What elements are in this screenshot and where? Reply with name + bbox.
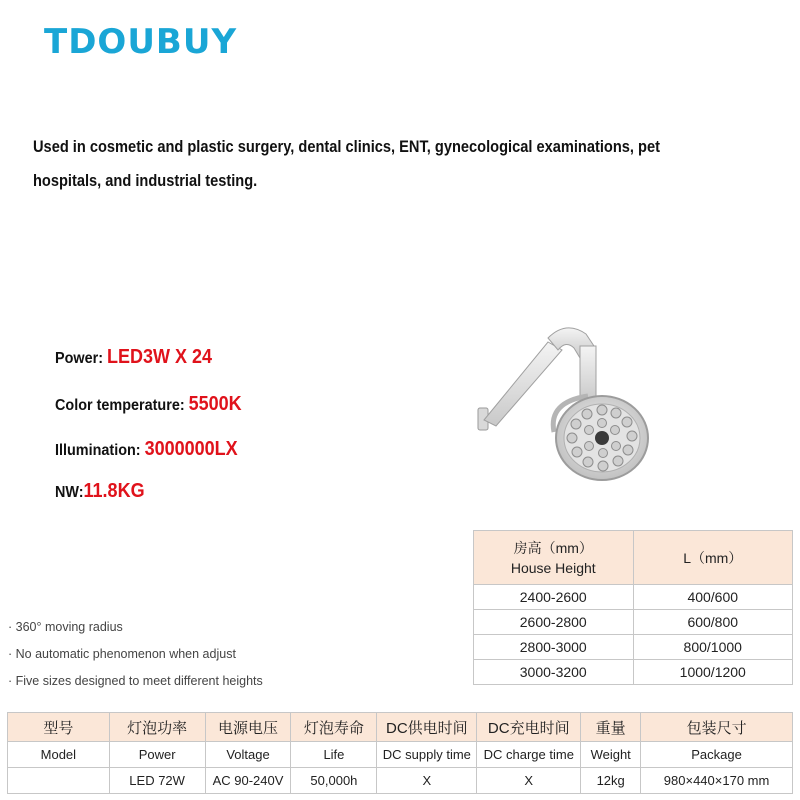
table-cell: 2800-3000 [474, 635, 634, 660]
header-cell: 重量 [581, 713, 641, 742]
spec-power-value: LED3W X 24 [107, 346, 213, 368]
table-cell: 800/1000 [633, 635, 793, 660]
header-cell: 灯泡寿命 [291, 713, 377, 742]
surgical-lamp-image [470, 320, 670, 500]
header-cell: Model [8, 742, 110, 768]
header-cell: 电源电压 [205, 713, 291, 742]
spec-illumination-label: Illumination: [55, 442, 145, 459]
spec-net-weight-label: NW: [55, 484, 84, 501]
table-row [474, 585, 793, 610]
table-cell: 1000/1200 [633, 660, 793, 685]
table-row [474, 610, 793, 635]
table-row [474, 660, 793, 685]
header-cell: Package [641, 742, 793, 768]
spec-color-temperature [55, 393, 242, 416]
feature-item: · No automatic phenomenon when adjust [8, 647, 236, 661]
feature-item: · 360° moving radius [8, 620, 123, 634]
header-cell: DC supply time [377, 742, 477, 768]
product-description: Used in cosmetic and plastic surgery, dental clinics, ENT, gynecological examinations, pet hospitals, and industrial testing. [33, 137, 660, 190]
header-cell: 型号 [8, 713, 110, 742]
table-header-row-en [8, 742, 793, 768]
table-cell: X [377, 768, 477, 794]
header-cell: DC充电时间 [477, 713, 581, 742]
table-row [8, 768, 793, 794]
table-cell: 400/600 [633, 585, 793, 610]
table-cell: AC 90-240V [205, 768, 291, 794]
product-spec-table [7, 712, 793, 794]
table-cell [8, 768, 110, 794]
spec-illumination [55, 438, 238, 461]
table-row [474, 635, 793, 660]
header-cell: Power [109, 742, 205, 768]
spec-illumination-value: 3000000LX [144, 438, 238, 460]
table-cell: LED 72W [109, 768, 205, 794]
lamp-column [580, 346, 596, 402]
header-cell: 包装尺寸 [641, 713, 793, 742]
header-cell: DC供电时间 [377, 713, 477, 742]
header-cell: DC charge time [477, 742, 581, 768]
header-cell: Voltage [205, 742, 291, 768]
table-header-row-cn [8, 713, 793, 742]
table-header-row [474, 531, 793, 585]
header-cell: Weight [581, 742, 641, 768]
table-cell: 12kg [581, 768, 641, 794]
table-cell: 2600-2800 [474, 610, 634, 635]
spec-power [55, 346, 212, 369]
brand-logo: TDOUBUY [44, 22, 238, 62]
spec-net-weight [55, 480, 145, 503]
table-cell: 980×440×170 mm [641, 768, 793, 794]
feature-item: · Five sizes designed to meet different heights [8, 674, 263, 688]
table-cell: 50,000h [291, 768, 377, 794]
lamp-handle [595, 431, 609, 445]
length-header: L（mm） [633, 531, 793, 585]
table-cell: 2400-2600 [474, 585, 634, 610]
spec-color-temperature-label: Color temperature: [55, 397, 189, 414]
table-cell: 600/800 [633, 610, 793, 635]
spec-net-weight-value: 11.8KG [83, 480, 145, 502]
house-height-header [474, 531, 634, 585]
spec-color-temperature-value: 5500K [188, 393, 242, 415]
house-height-table [473, 530, 793, 685]
table-cell: 3000-3200 [474, 660, 634, 685]
table-cell: X [477, 768, 581, 794]
lamp-arm [484, 342, 562, 426]
header-cell: 灯泡功率 [109, 713, 205, 742]
house-height-header-cn: 房高（mm） [513, 539, 593, 556]
header-cell: Life [291, 742, 377, 768]
house-height-header-en: House Height [510, 559, 596, 576]
spec-power-label: Power: [55, 350, 108, 367]
